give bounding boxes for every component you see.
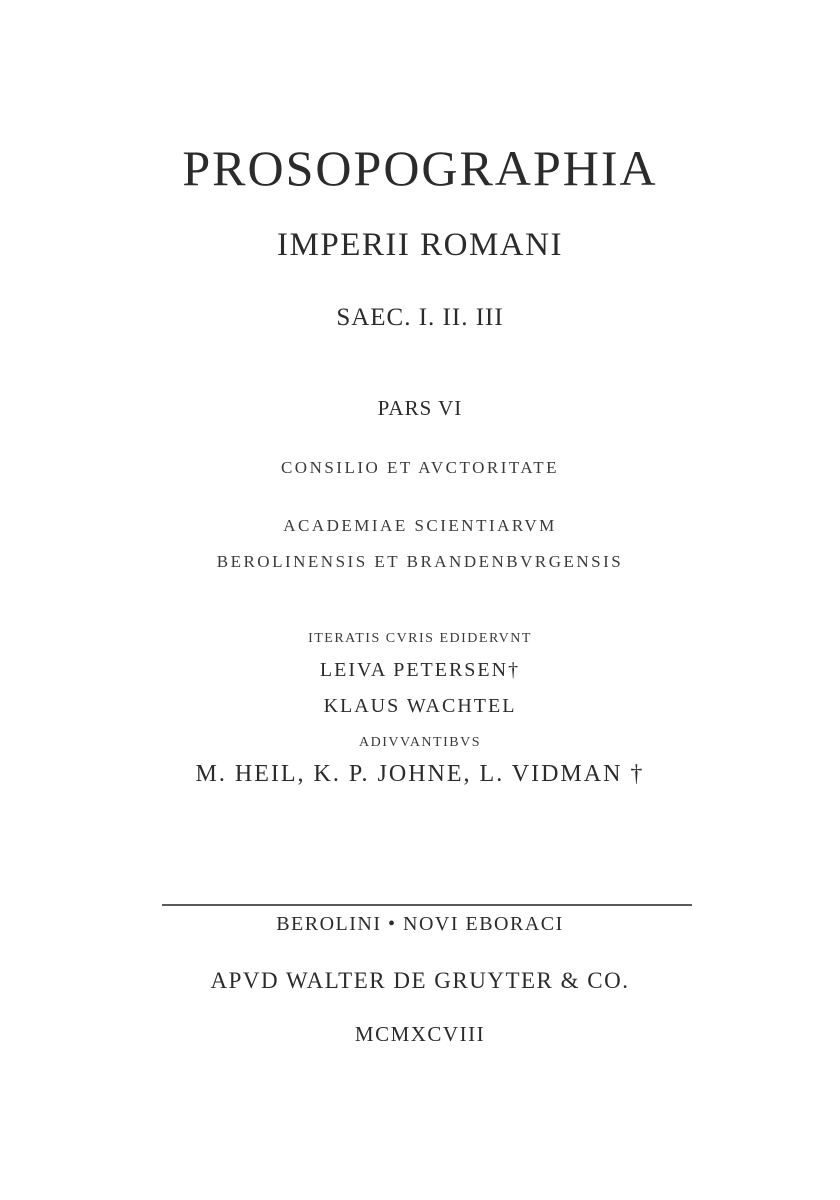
imprint-year: MCMXCVIII <box>354 1022 486 1046</box>
volume-part: PARS VI <box>377 396 463 420</box>
academy-line-2: BEROLINENSIS ET BRANDENBVRGENSIS <box>216 552 624 571</box>
divider-rule <box>162 904 692 906</box>
main-title: PROSOPOGRAPHIA <box>182 140 658 196</box>
editors-intro: ITERATIS CVRIS EDIDERVNT <box>308 631 532 646</box>
consilio-line: CONSILIO ET AVCTORITATE <box>280 458 560 477</box>
editor-petersen: LEIVA PETERSEN† <box>319 659 521 681</box>
editor-wachtel: KLAUS WACHTEL <box>323 695 517 717</box>
imprint-publisher: APVD WALTER DE GRUYTER & CO. <box>210 968 630 993</box>
assistants-names: M. HEIL, K. P. JOHNE, L. VIDMAN † <box>195 761 645 787</box>
centuries-line: SAEC. I. II. III <box>336 304 504 331</box>
assistants-intro: ADIVVANTIBVS <box>359 735 481 750</box>
imprint-place: BEROLINI • NOVI EBORACI <box>276 913 564 935</box>
subtitle: IMPERII ROMANI <box>277 227 563 263</box>
academy-line-1: ACADEMIAE SCIENTIARVM <box>283 516 557 535</box>
